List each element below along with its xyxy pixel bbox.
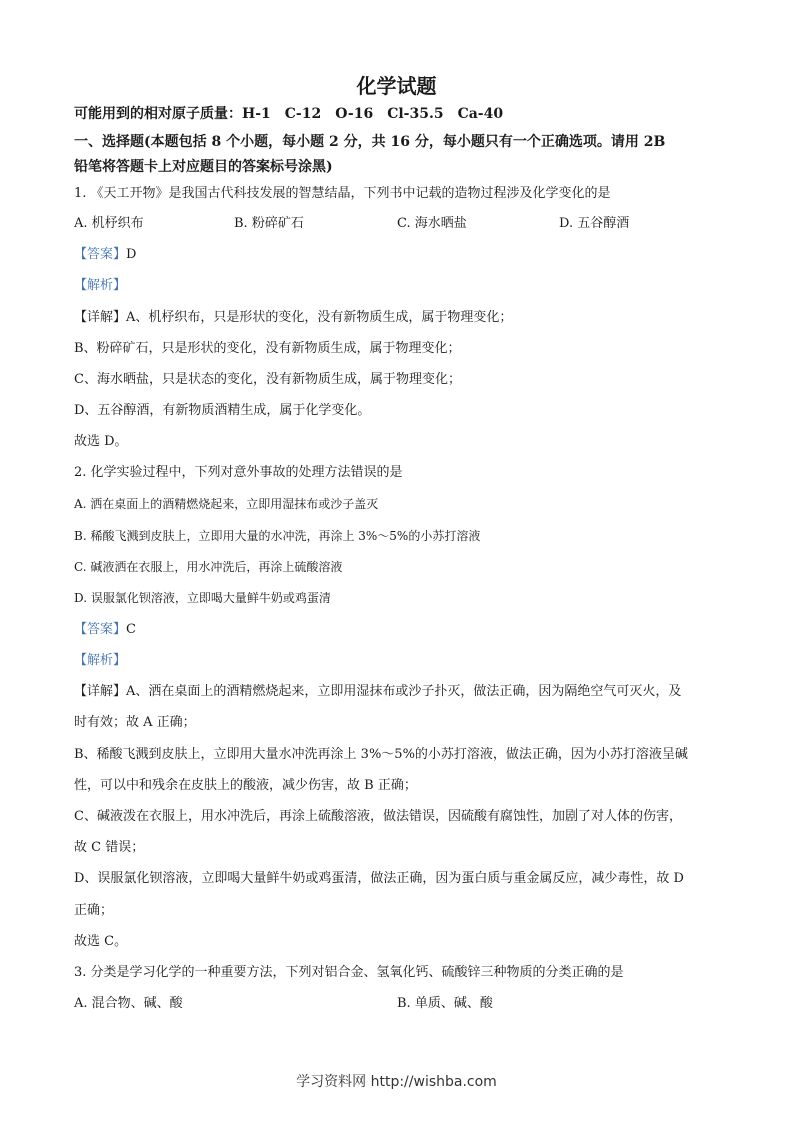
q2-detail-line: 性，可以中和残余在皮肤上的酸液，减少伤害，故 B 正确； [74, 778, 417, 793]
q1-answer [74, 245, 136, 265]
q1-option-d: D. 五谷醇酒 [559, 216, 630, 231]
page-title: 化学试题 [356, 74, 437, 98]
q1-analysis-tag: 【解析】 [74, 278, 127, 293]
q1-conclusion: 故选 D。 [74, 434, 128, 449]
detail-tag: 【详解】 [74, 684, 127, 699]
answer-tag: 【答案】 [74, 247, 127, 262]
q2-option-b: B. 稀酸飞溅到皮肤上，立即用大量的水冲洗，再涂上 3%～5%的小苏打溶液 [74, 529, 481, 543]
q1-detail-line: B、粉碎矿石，只是形状的变化，没有新物质生成，属于物理变化； [74, 341, 461, 356]
q2-analysis-tag: 【解析】 [74, 653, 127, 668]
answer-tag: 【答案】 [74, 622, 127, 637]
detail-text: A、洒在桌面上的酒精燃烧起来，立即用湿抹布或沙子扑灭，做法正确，因为隔绝空气可灭火，及 [126, 684, 682, 699]
q1-detail-line: D、五谷醇酒，有新物质酒精生成，属于化学变化。 [74, 403, 371, 418]
q2-conclusion: 故选 C。 [74, 934, 128, 949]
q1-option-a: A. 机杼织布 [74, 216, 144, 231]
q1-stem: 1. 《天工开物》是我国古代科技发展的智慧结晶，下列书中记载的造物过程涉及化学变化的是 [74, 186, 611, 201]
answer-value: D [126, 247, 137, 262]
q2-option-c: C. 碱液洒在衣服上，用水冲洗后，再涂上硫酸溶液 [74, 560, 343, 574]
q2-answer [74, 620, 136, 640]
q2-detail-line [74, 682, 681, 702]
q2-stem: 2. 化学实验过程中，下列对意外事故的处理方法错误的是 [74, 465, 403, 480]
q2-detail-line: 故 C 错误； [74, 840, 145, 855]
q2-detail-line: D、误服氯化钡溶液，立即喝大量鲜牛奶或鸡蛋清，做法正确，因为蛋白质与重金属反应，减少毒性，故 D [74, 871, 684, 886]
q3-option-a: A. 混合物、碱、酸 [74, 996, 183, 1011]
footer-watermark: 学习资料网 http://wishba.com [296, 1074, 497, 1090]
answer-value: C [126, 622, 136, 637]
q2-detail-line: C、碱液泼在衣服上，用水冲洗后，再涂上硫酸溶液，做法错误，因硫酸有腐蚀性，加剧了对人体的伤害， [74, 809, 682, 824]
q1-detail-line: C、海水晒盐，只是状态的变化，没有新物质生成，属于物理变化； [74, 372, 461, 387]
q1-detail-line [74, 308, 512, 328]
section-heading-line2: 铅笔将答题卡上对应题目的答案标号涂黑) [74, 159, 333, 175]
q2-option-a: A. 洒在桌面上的酒精燃烧起来，立即用湿抹布或沙子盖灭 [74, 497, 379, 511]
detail-text: A、机杼织布，只是形状的变化，没有新物质生成，属于物理变化； [126, 310, 513, 325]
q1-option-b: B. 粉碎矿石 [234, 216, 304, 231]
q2-detail-line: B、稀酸飞溅到皮肤上，立即用大量水冲洗再涂上 3%～5%的小苏打溶液，做法正确，因为小苏打溶液呈碱 [74, 747, 688, 762]
q2-option-d: D. 误服氯化钡溶液，立即喝大量鲜牛奶或鸡蛋清 [74, 591, 331, 605]
q3-option-b: B. 单质、碱、酸 [397, 996, 493, 1011]
q2-detail-line: 正确； [74, 903, 114, 918]
section-heading-line1: 一、选择题(本题包括 8 个小题，每小题 2 分，共 16 分，每小题只有一个正确选项。请用 2B [74, 134, 666, 150]
detail-tag: 【详解】 [74, 310, 127, 325]
atomic-masses: 可能用到的相对原子质量：H-1 C-12 O-16 Cl-35.5 Ca-40 [74, 106, 504, 122]
q3-stem: 3. 分类是学习化学的一种重要方法，下列对铝合金、氢氧化钙、硫酸锌三种物质的分类正确的是 [74, 965, 624, 980]
q1-option-c: C. 海水晒盐 [397, 216, 467, 231]
q2-detail-line: 时有效；故 A 正确； [74, 715, 196, 730]
